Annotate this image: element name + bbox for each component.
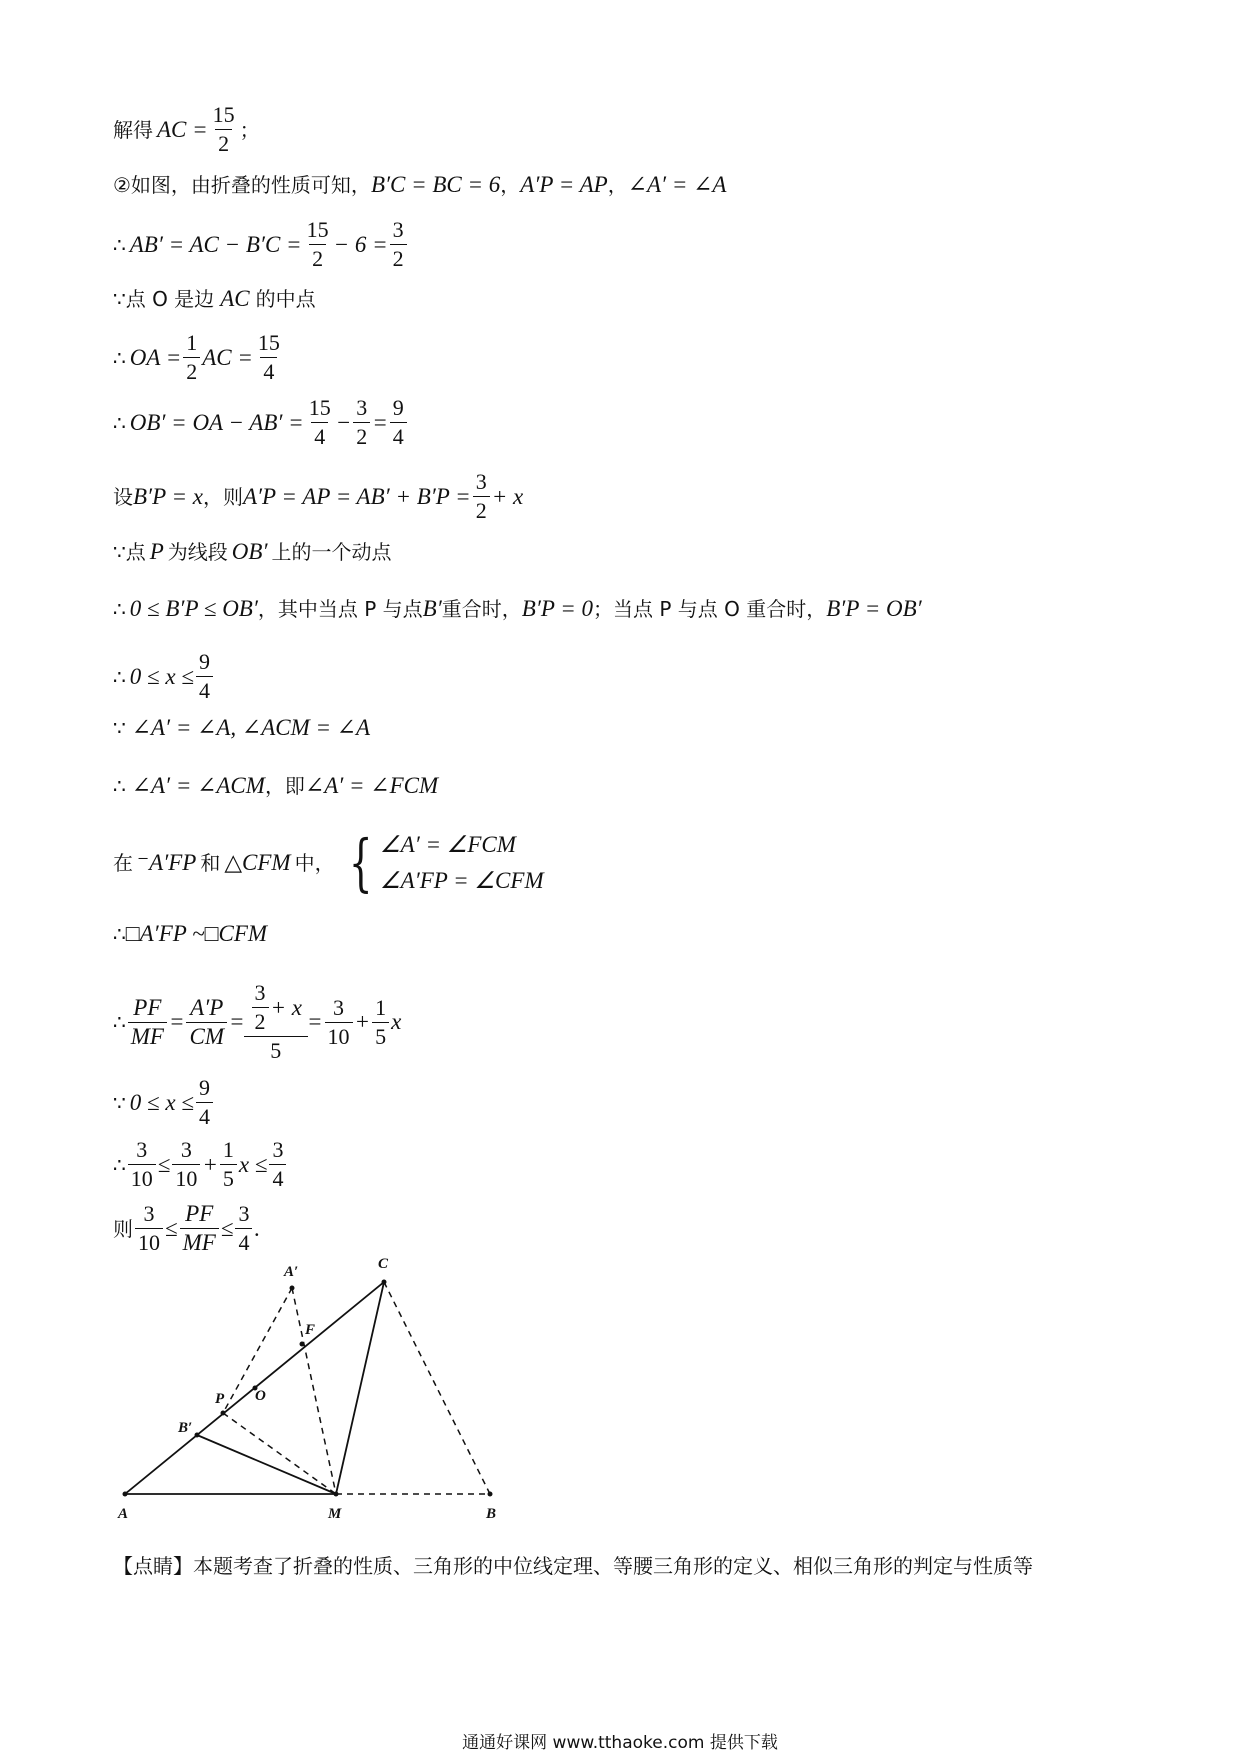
because-symbol: ∵ [113, 1090, 126, 1115]
denominator: 4 [235, 1228, 252, 1255]
solution-line-16 [113, 1076, 215, 1129]
fraction [196, 650, 213, 703]
math-expr: 0 ≤ B′P ≤ OB′ [129, 596, 258, 621]
math-expr: − [335, 409, 352, 435]
solution-line-8 [113, 538, 392, 566]
numerator: 15 [308, 395, 331, 420]
label-A-prime: A′ [284, 1264, 299, 1280]
math-expr: OB′ = OA − AB′ = [129, 409, 304, 435]
denominator: 5 [220, 1164, 237, 1191]
fraction [180, 1202, 219, 1255]
numerator: 3 [392, 217, 404, 242]
fraction [353, 396, 370, 449]
fraction [304, 218, 332, 271]
numerator: PF [185, 1201, 214, 1226]
denominator: 2 [353, 422, 370, 449]
fraction [473, 470, 490, 523]
text: ∵点 O 是边 [113, 287, 215, 311]
math-expr: B′P = x [133, 483, 203, 509]
solution-line-9 [113, 595, 922, 623]
solution-line-12 [113, 772, 438, 800]
text: ， [607, 173, 628, 197]
solution-line-4 [113, 285, 316, 313]
denominator: 2 [309, 244, 326, 271]
fraction [186, 996, 227, 1049]
math-expr: . [254, 1215, 261, 1241]
fraction [196, 1076, 213, 1129]
numerator: 9 [392, 395, 404, 420]
text: ； [239, 117, 260, 142]
label-M: M [328, 1506, 342, 1522]
label-F: F [305, 1322, 316, 1338]
math-expr: OB′ [231, 539, 268, 564]
therefore-symbol: ∴ [113, 232, 126, 257]
denominator: 10 [135, 1228, 163, 1255]
denominator: 10 [128, 1164, 156, 1191]
math-expr: = [168, 1009, 185, 1034]
solution-line-15 [113, 972, 401, 1072]
fraction [255, 331, 283, 384]
math-expr: B′P = 0 [521, 596, 594, 621]
denominator: 4 [260, 357, 277, 384]
solution-line-18 [113, 1202, 260, 1255]
therefore-symbol: ∴ [113, 774, 126, 798]
text: 设 [113, 484, 133, 509]
segment-C-B [384, 1282, 490, 1494]
denominator: 4 [196, 1102, 213, 1129]
math-expr: □A′FP ~□CFM [125, 921, 268, 946]
math-expr: ≤ [220, 1215, 234, 1241]
numerator: A′P [190, 994, 224, 1020]
fraction [252, 981, 269, 1034]
fraction [135, 1202, 163, 1255]
denominator: 4 [311, 422, 328, 449]
math-expr: + x [270, 994, 302, 1020]
fraction [128, 996, 167, 1049]
therefore-symbol: ∴ [113, 922, 126, 946]
because-symbol: ∵ [113, 716, 126, 740]
math-expr: AC = [202, 344, 253, 370]
math-expr: ∠A′ = ∠FCM [304, 773, 439, 798]
numerator: 15 [257, 330, 280, 355]
therefore-symbol: ∴ [113, 597, 126, 621]
numerator: 3 [356, 395, 368, 420]
text: 则 [113, 1216, 133, 1241]
denominator: MF [180, 1228, 219, 1255]
math-expr: B′ [422, 596, 442, 621]
text: ， [500, 173, 521, 197]
compound-fraction [247, 981, 305, 1063]
numerator: 15 [212, 102, 235, 127]
therefore-symbol: ∴ [113, 345, 126, 370]
fraction [390, 396, 407, 449]
math-expr: = [372, 409, 388, 435]
numerator: 3 [238, 1201, 250, 1226]
solution-line-5 [113, 331, 285, 384]
math-expr: − 6 = [333, 231, 388, 257]
fraction [220, 1138, 237, 1191]
fraction [235, 1202, 252, 1255]
math-expr: ∠A′ = ∠ACM [131, 773, 265, 798]
math-expr: + x [491, 483, 524, 509]
denominator: MF [128, 1022, 167, 1049]
text: 的中点 [255, 287, 316, 311]
text: 为线段 [167, 540, 228, 564]
math-expr: OA = [129, 344, 182, 370]
math-expr: A′P = AP [520, 172, 608, 197]
math-expr: = [228, 1009, 245, 1034]
point-F [300, 1342, 305, 1347]
fraction [390, 218, 407, 271]
math-expr: AC = [157, 116, 208, 142]
numerator: 3 [333, 994, 345, 1020]
denominator: 2 [252, 1007, 269, 1034]
label-P: P [215, 1391, 225, 1407]
math-expr: B′P = OB′ [826, 596, 922, 621]
therefore-symbol: ∴ [113, 1152, 126, 1177]
system-condition: ∠A′FP = ∠CFM [380, 868, 544, 893]
numerator: 15 [306, 217, 329, 242]
solution-line-13 [113, 823, 544, 903]
solution-line-1 [113, 103, 260, 156]
system-lines [380, 827, 544, 899]
denominator: 10 [325, 1022, 353, 1049]
point-C [382, 1280, 387, 1285]
text: ②如图，由折叠的性质可知， [113, 173, 371, 197]
solution-line-11 [113, 714, 370, 742]
math-expr: AC [220, 286, 250, 311]
therefore-symbol: ∴ [113, 1010, 126, 1034]
fraction [210, 103, 238, 156]
comment-note [113, 1552, 1033, 1580]
label-A: A [118, 1506, 129, 1522]
math-expr: = [307, 1009, 323, 1034]
math-expr: ∠A′ = ∠A, ∠ACM = ∠A [131, 715, 371, 740]
denominator: 5 [372, 1022, 389, 1049]
label-O: O [255, 1388, 266, 1404]
point-Bp [195, 1433, 200, 1438]
math-expr: 0 ≤ x ≤ [129, 663, 194, 689]
point-P [221, 1411, 226, 1416]
solution-line-2 [113, 171, 726, 199]
numerator: 3 [143, 1201, 155, 1226]
denominator: 2 [390, 244, 407, 271]
denominator: 2 [473, 496, 490, 523]
numerator: 3 [272, 1137, 284, 1162]
left-brace: { [348, 826, 373, 899]
denominator: 10 [172, 1164, 200, 1191]
point-M [334, 1492, 339, 1497]
denominator: 2 [215, 129, 232, 156]
point-B [488, 1492, 493, 1497]
denominator: 4 [196, 676, 213, 703]
text: ∵点 [113, 540, 146, 564]
segment-Bp-M [197, 1435, 336, 1494]
geometry-figure [110, 1250, 530, 1540]
solution-line-10 [113, 650, 215, 703]
math-expr: ⁻A′FP [137, 850, 197, 875]
solution-line-6 [113, 396, 409, 449]
numerator: PF [133, 994, 162, 1020]
point-A [123, 1492, 128, 1497]
denominator: 5 [244, 1036, 308, 1063]
fraction [128, 1138, 156, 1191]
text: ，则 [202, 484, 243, 509]
numerator: 3 [475, 469, 487, 494]
denominator: 2 [183, 357, 200, 384]
fraction [172, 1138, 200, 1191]
fraction [306, 396, 334, 449]
fraction [325, 996, 353, 1049]
solution-line-17 [113, 1138, 288, 1191]
numerator: 3 [180, 1137, 192, 1162]
therefore-symbol: ∴ [113, 664, 126, 689]
math-expr: P [149, 539, 164, 564]
numerator: 9 [198, 649, 210, 674]
numerator: 1 [375, 994, 387, 1020]
fraction [372, 996, 389, 1049]
math-expr: A′P = AP = AB′ + B′P = [242, 483, 471, 509]
text: 解得 [113, 117, 153, 142]
text: 上的一个动点 [271, 540, 392, 564]
numerator: 1 [222, 1137, 234, 1162]
solution-line-3 [113, 218, 409, 271]
segment-C-M [336, 1282, 384, 1494]
text: ；当点 P 与点 O 重合时， [593, 597, 827, 621]
page-footer: 通通好课网 www.tthaoke.com 提供下载 [462, 1733, 778, 1753]
text: 在 [113, 851, 133, 875]
text: 中， [294, 851, 335, 875]
math-expr: ≤ [157, 1151, 171, 1177]
math-expr: x [391, 1009, 402, 1034]
fraction [183, 331, 200, 384]
numerator: 3 [136, 1137, 148, 1162]
math-expr: + [202, 1151, 218, 1177]
label-B-prime: B′ [178, 1420, 193, 1436]
numerator: 1 [186, 330, 198, 355]
math-expr: ≤ [165, 1215, 178, 1241]
point-Ap [290, 1286, 295, 1291]
equation-system [341, 827, 544, 899]
math-expr: AB′ = AC − B′C = [129, 231, 302, 257]
denominator: CM [186, 1022, 227, 1049]
label-C: C [378, 1256, 389, 1272]
segment-Ap-M [292, 1288, 336, 1494]
comment-text: 【点睛】本题考查了折叠的性质、三角形的中位线定理、等腰三角形的定义、相似三角形的判定与性质等 [113, 1554, 1033, 1578]
text: 和 [200, 851, 221, 875]
denominator: 4 [390, 422, 407, 449]
numerator: 3 [254, 980, 266, 1005]
system-condition: ∠A′ = ∠FCM [380, 832, 516, 857]
solution-line-7 [113, 470, 523, 523]
fraction [269, 1138, 286, 1191]
math-expr: △CFM [224, 850, 291, 875]
text: ，其中当点 P 与点 [257, 597, 423, 621]
therefore-symbol: ∴ [113, 410, 126, 435]
denominator: 4 [269, 1164, 286, 1191]
math-expr: x ≤ [238, 1151, 268, 1177]
math-expr: ∠A′ = ∠A [627, 172, 727, 197]
math-expr: + [354, 1009, 371, 1034]
text: 重合时， [441, 597, 522, 621]
math-expr: B′C = BC = 6 [370, 172, 501, 197]
math-expr: 0 ≤ x ≤ [129, 1089, 194, 1115]
numerator [247, 981, 305, 1036]
text: ，即 [264, 774, 305, 798]
numerator: 9 [198, 1075, 210, 1100]
solution-line-14 [113, 920, 267, 948]
label-B: B [486, 1506, 497, 1522]
